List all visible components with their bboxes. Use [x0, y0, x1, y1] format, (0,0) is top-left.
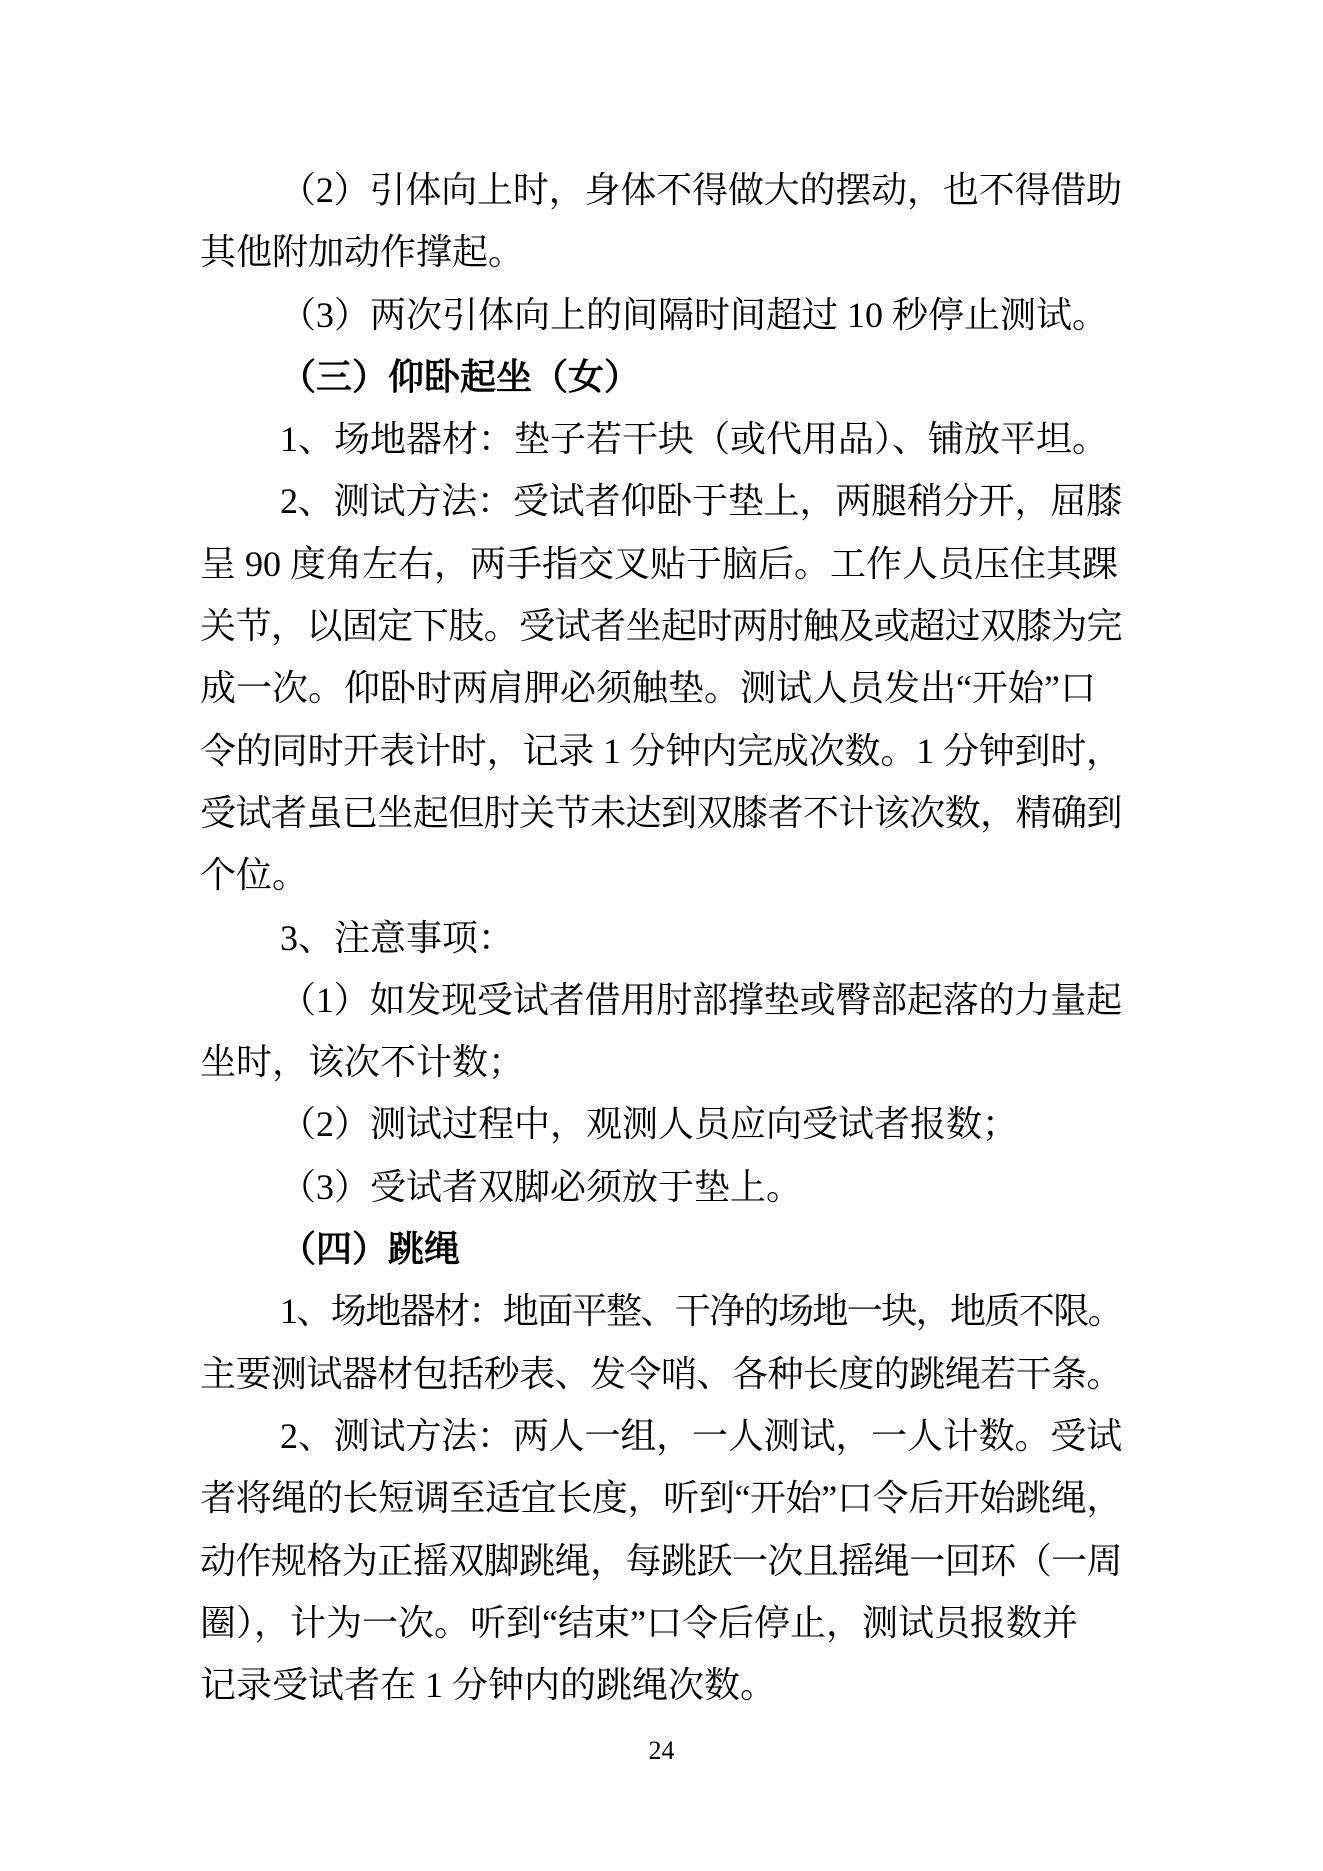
text-line: 2、测试方法：两人一组，一人测试，一人计数。受试	[280, 1415, 1123, 1456]
page-number: 24	[648, 1736, 675, 1765]
text-line: 动作规格为正摇双脚跳绳，每跳跃一次且摇绳一回环（一周	[200, 1540, 1123, 1581]
text-line: 关节，以固定下肢。受试者坐起时两肘触及或超过双膝为完	[200, 606, 1123, 647]
text-line: 记录受试者在 1 分钟内的跳绳次数。	[200, 1665, 777, 1706]
text-line: （2）引体向上时，身体不得做大的摆动，也不得借助	[280, 170, 1123, 210]
text-line: 2、测试方法：受试者仰卧于垫上，两腿稍分开，屈膝	[280, 481, 1123, 522]
text-line: （3）受试者双脚必须放于垫上。	[280, 1166, 803, 1207]
text-line: 圈），计为一次。听到“结束”口令后停止，测试员报数并	[200, 1602, 1078, 1643]
text-line: 者将绳的长短调至适宜长度，听到“开始”口令后开始跳绳，	[200, 1478, 1122, 1519]
text-line: 1、场地器材：垫子若干块（或代用品）、铺放平坦。	[280, 419, 1109, 460]
text-line: （1）如发现受试者借用肘部撑垫或臀部起落的力量起	[280, 979, 1123, 1020]
text-line: 其他附加动作撑起。	[200, 232, 525, 273]
text-line: 受试者虽已坐起但肘关节未达到双膝者不计该次数，精确到	[200, 792, 1123, 833]
text-line: 坐时，该次不计数；	[200, 1042, 525, 1083]
heading-line: （三）仰卧起坐（女）	[280, 356, 641, 397]
text-line: （3）两次引体向上的间隔时间超过 10 秒停止测试。	[280, 294, 1109, 335]
heading-line: （四）跳绳	[280, 1229, 461, 1270]
text-line: 令的同时开表计时，记录 1 分钟内完成次数。1 分钟到时，	[200, 730, 1123, 771]
text-line: 个位。	[200, 855, 309, 896]
text-line: 3、注意事项：	[280, 917, 515, 958]
text-line: 主要测试器材包括秒表、发令哨、各种长度的跳绳若干条。	[200, 1353, 1123, 1394]
text-line: （2）测试过程中，观测人员应向受试者报数；	[280, 1104, 1019, 1145]
text-line: 1、场地器材：地面平整、干净的场地一块，地质不限。	[280, 1291, 1123, 1332]
document-body	[200, 159, 1122, 1716]
text-line: 成一次。仰卧时两肩胛必须触垫。测试人员发出“开始”口	[200, 668, 1096, 709]
text-line: 呈 90 度角左右，两手指交叉贴于脑后。工作人员压住其踝	[200, 543, 1119, 584]
